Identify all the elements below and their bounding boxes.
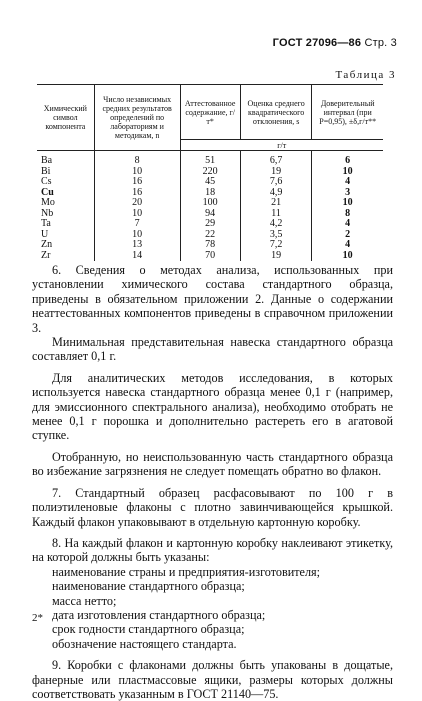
cell-count: 20: [94, 198, 180, 209]
cell-symbol: U: [41, 228, 49, 240]
label-item: наименование страны и предприятия-изготовителя;: [52, 564, 321, 579]
page-number: Стр. 3: [364, 37, 397, 49]
cell-deviation: 4,2: [240, 219, 312, 230]
table-row: [37, 177, 383, 188]
cell-count: 10: [94, 167, 180, 178]
cell-count: 8: [94, 151, 180, 167]
cell-certified: 78: [180, 240, 240, 251]
table-row: [37, 251, 383, 262]
label-item: масса нетто;: [52, 593, 117, 608]
paragraph-6: 6. Сведения о методах анализа, использованных при установлении химического состава стандартного образца, приведены в обязательном приложении 2. Данные о содержании неаттестованных компонентов приведены в справочном приложении 3.: [32, 263, 393, 335]
cell-certified: 100: [180, 198, 240, 209]
cell-interval: 2: [312, 230, 383, 241]
cell-certified: 51: [180, 151, 240, 167]
cell-count: 13: [94, 240, 180, 251]
paragraph-9: 9. Коробки с флаконами должны быть упакованы в дощатые, фанерные или пластмассовые ящики, размеры которых должны соответствовать указанным в ГОСТ 21140—75.: [32, 658, 393, 701]
table-row: [37, 198, 383, 209]
cell-count: 16: [94, 177, 180, 188]
composition-table: [37, 84, 383, 261]
col-header-symbol: Химический символ компонента: [37, 85, 94, 151]
table-caption: Таблица 3: [335, 69, 396, 81]
cell-symbol: Ta: [41, 218, 51, 229]
paragraph-8: 8. На каждый флакон и картонную коробку наклеивают этикетку, на которой должны быть указаны:: [32, 535, 393, 565]
page-header: [273, 37, 397, 49]
table-row: [37, 219, 383, 230]
table-row: [37, 151, 383, 167]
cell-certified: 45: [180, 177, 240, 188]
cell-count: 14: [94, 251, 180, 262]
cell-count: 16: [94, 188, 180, 199]
cell-interval: 4: [312, 177, 383, 188]
col-header-deviation: Оценка среднего квадратического отклонения, s: [240, 85, 312, 140]
cell-symbol: Nb: [41, 207, 54, 219]
cell-interval: 3: [312, 188, 383, 199]
cell-symbol: Cs: [41, 176, 52, 187]
cell-certified: 220: [180, 167, 240, 178]
col-header-certified: Аттестованное содержание, г/т*: [180, 85, 240, 140]
cell-deviation: 21: [240, 198, 312, 209]
cell-interval: 10: [312, 251, 383, 262]
cell-deviation: 7,6: [240, 177, 312, 188]
cell-symbol: Mo: [41, 197, 55, 208]
cell-interval: 10: [312, 198, 383, 209]
cell-symbol: Bi: [41, 165, 51, 177]
page-footer-mark: 2*: [32, 612, 43, 624]
cell-count: 10: [94, 209, 180, 220]
cell-certified: 18: [180, 188, 240, 199]
gost-number: ГОСТ 27096—86: [272, 37, 362, 49]
cell-deviation: 19: [240, 167, 312, 178]
cell-interval: 4: [312, 240, 383, 251]
cell-count: 10: [94, 230, 180, 241]
cell-symbol: Zn: [41, 239, 53, 250]
cell-deviation: 4,9: [240, 188, 312, 199]
cell-symbol: Ba: [41, 155, 53, 166]
paragraph-7: 7. Стандартный образец расфасовывают по 100 г в полиэтиленовые флаконы с плотно завинчивающейся крышкой. Каждый флакон упаковывают в отдельную картонную коробку.: [32, 485, 393, 529]
col-header-interval: Доверительный интервал (при P=0,95), ±δ,г/т**: [312, 85, 383, 140]
cell-deviation: 11: [240, 209, 312, 220]
cell-deviation: 7,2: [240, 240, 312, 251]
cell-deviation: 3,5: [240, 230, 312, 241]
units-row: г/т: [180, 140, 383, 151]
cell-interval: 8: [312, 209, 383, 220]
label-item: срок годности стандартного образца;: [52, 622, 245, 637]
paragraph-min-sample: Минимальная представительная навеска стандартного образца составляет 0,1 г.: [32, 335, 393, 364]
body-text: [32, 263, 393, 701]
cell-deviation: 6,7: [240, 151, 312, 167]
label-item: обозначение настоящего стандарта.: [52, 636, 237, 651]
cell-certified: 22: [180, 230, 240, 241]
cell-deviation: 19: [240, 251, 312, 262]
label-item: наименование стандартного образца;: [52, 579, 245, 594]
paragraph-analytical: Для аналитических методов исследования, в которых используется навеска стандартного образца менее 0,1 г (например, для эмиссионного спектрального анализа), необходимо отобрать не менее 0,1 г порошка и дополнительно растереть его в агатовой ступке.: [32, 370, 393, 443]
cell-certified: 29: [180, 219, 240, 230]
table-body: [37, 151, 383, 262]
table-row: [37, 240, 383, 251]
cell-symbol: Cu: [41, 186, 54, 198]
cell-interval: 10: [312, 167, 383, 178]
cell-count: 7: [94, 219, 180, 230]
cell-certified: 70: [180, 251, 240, 262]
cell-symbol: Zr: [41, 249, 51, 261]
cell-certified: 94: [180, 209, 240, 220]
paragraph-unused-part: Отобранную, но неиспользованную часть стандартного образца во избежание загрязнения не следует помещать обратно во флакон.: [32, 449, 393, 479]
label-item: дата изготовления стандартного образца;: [52, 607, 266, 622]
cell-interval: 4: [312, 219, 383, 230]
col-header-count: Число независимых средних результатов определений по лабораториям и методикам, n: [94, 85, 180, 151]
cell-interval: 6: [312, 151, 383, 167]
